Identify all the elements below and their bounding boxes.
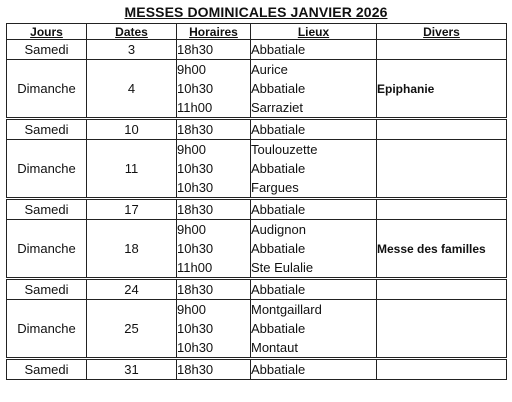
notes-cell [377, 60, 507, 119]
date-label: 17 [124, 202, 139, 217]
day-label: Dimanche [17, 81, 76, 96]
place-entry: Sarraziet [251, 100, 304, 115]
times-cell [177, 119, 251, 140]
times-cell [177, 359, 251, 380]
notes-cell [377, 300, 507, 359]
day-label: Dimanche [17, 241, 76, 256]
time-entry: 10h30 [177, 180, 214, 195]
date-cell [87, 40, 177, 60]
place-entry: Montaut [251, 340, 298, 355]
place-entry: Abbatiale [251, 122, 306, 137]
times-cell [177, 60, 251, 119]
places-cell [251, 279, 377, 300]
time-entry: 9h00 [177, 62, 206, 77]
table-row [7, 40, 507, 60]
times-cell [177, 300, 251, 359]
place-entry: Abbatiale [251, 362, 306, 377]
date-cell [87, 220, 177, 279]
date-label: 18 [124, 241, 139, 256]
day-label: Dimanche [17, 161, 76, 176]
places-cell [251, 60, 377, 119]
table-row [7, 199, 507, 220]
day-cell [7, 40, 87, 60]
day-cell [7, 220, 87, 279]
table-row [7, 140, 507, 199]
date-label: 24 [124, 282, 139, 297]
date-cell [87, 279, 177, 300]
page-title: MESSES DOMINICALES JANVIER 2026 [124, 4, 388, 20]
places-cell [251, 220, 377, 279]
table-row [7, 359, 507, 380]
date-cell [87, 60, 177, 119]
date-cell [87, 359, 177, 380]
time-entry: 18h30 [177, 122, 214, 137]
place-entry: Abbatiale [251, 42, 306, 57]
notes-cell [377, 279, 507, 300]
note-label: Messe des familles [377, 241, 486, 256]
column-header-dates: Dates [87, 24, 177, 40]
times-cell [177, 140, 251, 199]
date-label: 25 [124, 321, 139, 336]
place-entry: Abbatiale [251, 202, 306, 217]
places-cell [251, 359, 377, 380]
date-label: 31 [124, 362, 139, 377]
places-cell [251, 40, 377, 60]
date-label: 10 [124, 122, 139, 137]
place-entry: Ste Eulalie [251, 260, 314, 275]
column-header-days: Jours [7, 24, 87, 40]
notes-cell [377, 199, 507, 220]
notes-cell [377, 359, 507, 380]
table-header-row [7, 24, 507, 40]
table-row [7, 220, 507, 279]
time-entry: 10h30 [177, 241, 214, 256]
time-entry: 10h30 [177, 340, 214, 355]
column-header-times: Horaires [177, 24, 251, 40]
time-entry: 9h00 [177, 142, 206, 157]
notes-cell [377, 40, 507, 60]
time-entry: 9h00 [177, 222, 206, 237]
place-entry: Abbatiale [251, 321, 306, 336]
notes-cell [377, 140, 507, 199]
time-entry: 9h00 [177, 302, 206, 317]
place-entry: Fargues [251, 180, 299, 195]
times-cell [177, 199, 251, 220]
notes-cell [377, 119, 507, 140]
table-row [7, 279, 507, 300]
date-cell [87, 140, 177, 199]
mass-schedule-table [6, 23, 507, 380]
day-label: Dimanche [17, 321, 76, 336]
day-label: Samedi [24, 282, 69, 297]
place-entry: Toulouzette [251, 142, 318, 157]
places-cell [251, 119, 377, 140]
time-entry: 10h30 [177, 81, 214, 96]
times-cell [177, 220, 251, 279]
day-cell [7, 199, 87, 220]
day-cell [7, 119, 87, 140]
date-label: 3 [127, 42, 136, 57]
day-label: Samedi [24, 42, 69, 57]
schedule-body [7, 40, 507, 380]
time-entry: 18h30 [177, 362, 214, 377]
times-cell [177, 279, 251, 300]
time-entry: 18h30 [177, 42, 214, 57]
place-entry: Audignon [251, 222, 306, 237]
day-cell [7, 140, 87, 199]
time-entry: 18h30 [177, 202, 214, 217]
place-entry: Abbatiale [251, 161, 306, 176]
date-cell [87, 119, 177, 140]
times-cell [177, 40, 251, 60]
place-entry: Montgaillard [251, 302, 322, 317]
date-label: 4 [127, 81, 136, 96]
column-header-places: Lieux [251, 24, 377, 40]
time-entry: 18h30 [177, 282, 214, 297]
notes-cell [377, 220, 507, 279]
day-cell [7, 300, 87, 359]
note-label: Epiphanie [377, 81, 435, 96]
places-cell [251, 199, 377, 220]
place-entry: Abbatiale [251, 282, 306, 297]
time-entry: 10h30 [177, 321, 214, 336]
time-entry: 11h00 [177, 260, 213, 275]
day-label: Samedi [24, 202, 69, 217]
day-cell [7, 279, 87, 300]
day-cell [7, 60, 87, 119]
date-label: 11 [124, 161, 139, 176]
date-cell [87, 300, 177, 359]
table-row [7, 300, 507, 359]
column-header-notes: Divers [377, 24, 507, 40]
table-row [7, 119, 507, 140]
date-cell [87, 199, 177, 220]
place-entry: Abbatiale [251, 81, 306, 96]
day-label: Samedi [24, 122, 69, 137]
places-cell [251, 140, 377, 199]
time-entry: 10h30 [177, 161, 214, 176]
place-entry: Aurice [251, 62, 288, 77]
day-cell [7, 359, 87, 380]
time-entry: 11h00 [177, 100, 213, 115]
places-cell [251, 300, 377, 359]
table-row [7, 60, 507, 119]
place-entry: Abbatiale [251, 241, 306, 256]
day-label: Samedi [24, 362, 69, 377]
